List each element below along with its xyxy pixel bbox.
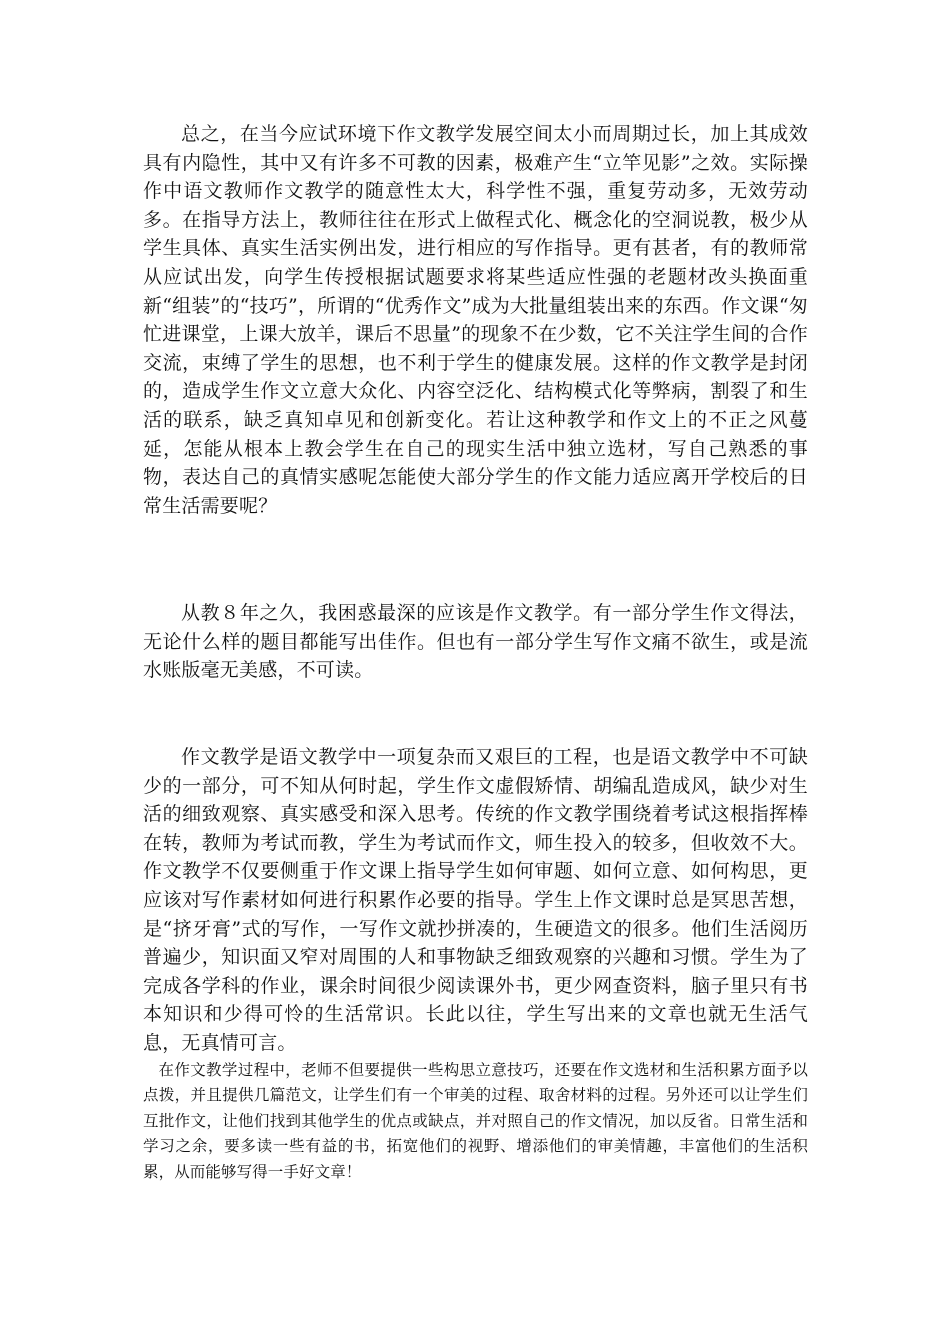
paragraph-suggestions: 在作文教学过程中，老师不但要提供一些构思立意技巧，还要在作文选材和生活积累方面予以点拨，并且提供几篇范文，让学生们有一个审美的过程、取舍材料的过程。另外还可以让学生们互批作文，让他们找到其他学生的优点或缺点，并对照自己的作文情况，加以反省。日常生活和学习之余，要多读一些有益的书，拓宽他们的视野、增添他们的审美情趣，丰富他们的生活积累，从而能够写得一手好文章！ [143,1060,808,1181]
paragraph-writing-problems: 作文教学是语文教学中一项复杂而又艰巨的工程，也是语文教学中不可缺少的一部分，可不知从何时起，学生作文虚假矫情、胡编乱造成风，缺少对生活的细致观察、真实感受和深入思考。传统的作文教学围绕着考试这根指挥棒在转，教师为考试而教，学生为考试而作文，师生投入的较多，但收效不大。作文教学不仅要侧重于作文课上指导学生如何审题、如何立意、如何构思，更应该对写作素材如何进行积累作必要的指导。学生上作文课时总是冥思苦想，是“挤牙膏”式的写作，一写作文就抄拼凑的，生硬造文的很多。他们生活阅历普遍少，知识面又窄对周围的人和事物缺乏细致观察的兴趣和习惯。学生为了完成各学科的作业，课余时间很少阅读课外书，更少网查资料，脑子里只有书本知识和少得可怜的生活常识。长此以往，学生写出来的文章也就无生活气息，无真情可言。 [143,746,808,1054]
paragraph-summary: 总之，在当今应试环境下作文教学发展空间太小而周期过长，加上其成效具有内隐性，其中又有许多不可教的因素，极难产生“立竿见影”之效。实际操作中语文教师作文教学的随意性太大，科学性不强，重复劳动多，无效劳动多。在指导方法上，教师往往在形式上做程式化、概念化的空洞说教，极少从学生具体、真实生活实例出发，进行相应的写作指导。更有甚者，有的教师常从应试出发，向学生传授根据试题要求将某些适应性强的老题材改头换面重新“组装”的“技巧”，所谓的“优秀作文”成为大批量组装出来的东西。作文课“匆忙进课堂，上课大放羊，课后不思量”的现象不在少数，它不关注学生间的合作交流，束缚了学生的思想，也不利于学生的健康发展。这样的作文教学是封闭的，造成学生作文立意大众化、内容空泛化、结构模式化等弊病，割裂了和生活的联系，缺乏真知卓见和创新变化。若让这种教学和作文上的不正之风蔓延，怎能从根本上教会学生在自己的现实生活中独立选材，写自己熟悉的事物，表达自己的真情实感呢怎能使大部分学生的作文能力适应离开学校后的日常生活需要呢？ [143,123,808,517]
text-block-summary [143,120,808,520]
paragraph-teaching-experience: 从教８年之久，我困惑最深的应该是作文教学。有一部分学生作文得法，无论什么样的题目都能写出佳作。但也有一部分学生写作文痛不欲生，或是流水账版毫无美感，不可读。 [143,602,808,682]
text-block-reflection [143,599,808,685]
text-block-analysis [143,743,808,1185]
